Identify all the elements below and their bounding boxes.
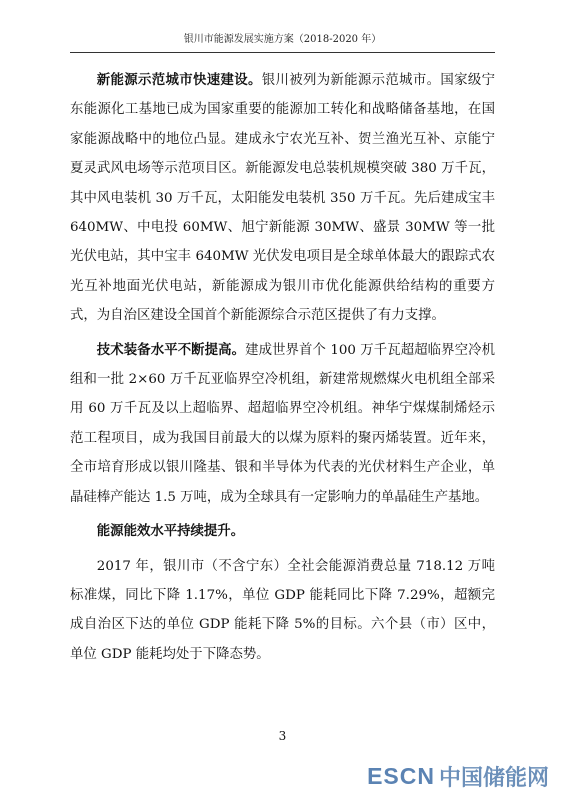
watermark-text: 中国储能网: [438, 766, 549, 791]
page-number: 3: [278, 729, 287, 743]
heading-efficiency: 能源能效水平持续提升。: [96, 523, 245, 540]
text-new-energy: 银川被列为新能源示范城市。国家级宁东能源化工基地已成为国家重要的能源加工转化和战略储备基地，在国家能源战略中的地位凸显。建成永宁农光互补、贺兰渔光互补、京能宁夏灵武风电场等示范项目区。新能源发电总装机规模突破 380 万千瓦，其中风电装机 30 万千瓦，太阳能发电装机 350 万千瓦。先后建成宝丰 640MW、中电投 60MW、旭宁新能源 30MW、盛景 30MW 等一批光伏电站，其中宝丰 640MW 光伏发电项目是全球单体最大的跟踪式农光互补地面光伏电站，新能源成为银川市优化能源供给结构的重要方式，为自治区建设全国首个新能源综合示范区提供了有力支撑。: [70, 73, 496, 324]
running-header: [70, 30, 495, 53]
header-title: 银川市能源发展实施方案（2018-2020 年）: [183, 34, 382, 45]
text-efficiency: 2017 年，银川市（不含宁东）全社会能源消费总量 718.12 万吨标准煤，同比下降 1.17%，单位 GDP 能耗同比下降 7.29%，超额完成自治区下达的单位 GDP 能耗下降 5%的目标。六个县（市）区中，单位 GDP 能耗均处于下降态势。: [70, 558, 495, 662]
text-tech-equipment: 建成世界首个 100 万千瓦超超临界空冷机组和一批 2×60 万千瓦亚临界空冷机组，新建常规燃煤火电机组全部采用 60 万千瓦及以上超临界、超超临界空冷机组。神华宁煤煤制烯烃示范工程项目，成为我国目前最大的以煤为原料的聚丙烯装置。近年来，全市培育形成以银川隆基、银和半导体为代表的光伏材料生产企业，单晶硅棒产能达 1.5 万吨，成为全球具有一定影响力的单晶硅生产基地。: [70, 342, 495, 505]
escn-logo: ESCN: [367, 763, 435, 789]
paragraph-efficiency: [70, 552, 495, 670]
document-body: [70, 66, 495, 669]
paragraph-tech-equipment: [70, 336, 495, 512]
heading-tech-equipment: 技术装备水平不断提高。: [96, 341, 246, 358]
watermark: [367, 761, 549, 792]
paragraph-new-energy: [70, 66, 495, 331]
paragraph-efficiency-heading: [70, 517, 495, 546]
heading-new-energy: 新能源示范城市快速建设。: [96, 72, 262, 88]
